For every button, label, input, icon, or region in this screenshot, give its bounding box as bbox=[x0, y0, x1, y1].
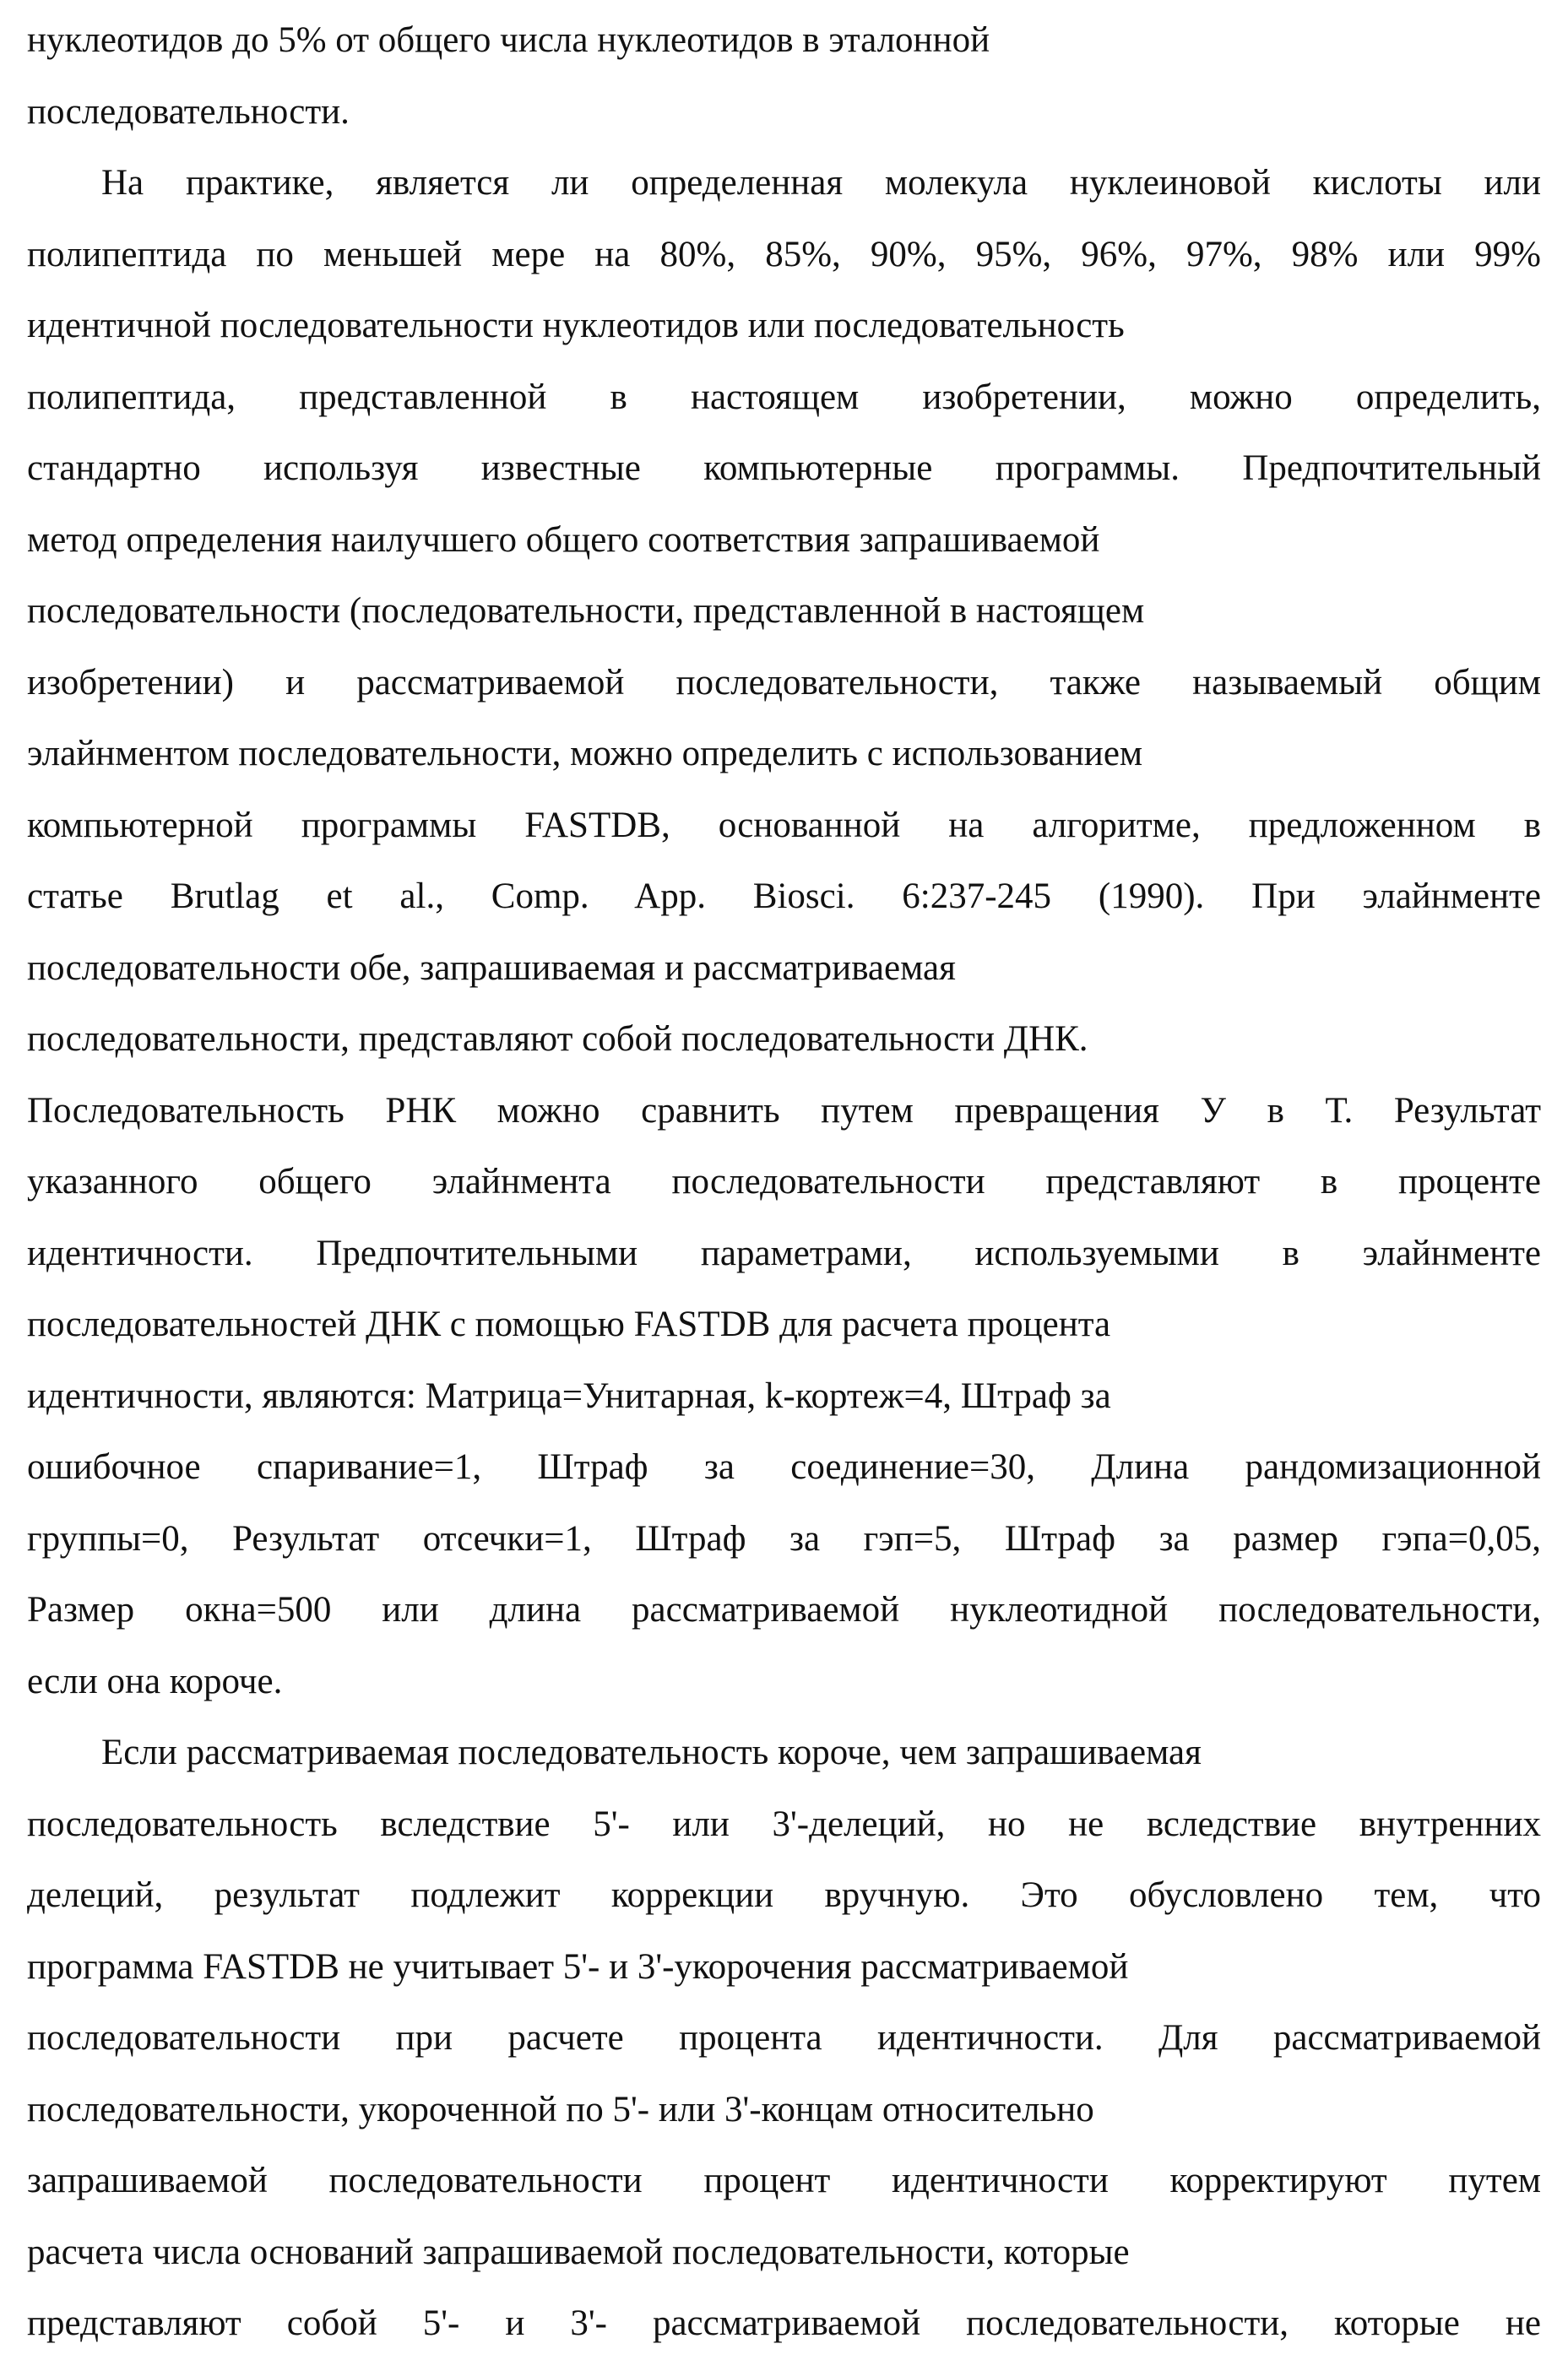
text-line: полипептида, представленной в настоящем изобретении, можно определить, bbox=[27, 362, 1541, 434]
text-line: представляют собой 5'- и 3'- рассматриваемой последовательности, которые не bbox=[27, 2288, 1541, 2360]
text-line: Размер окна=500 или длина рассматриваемой нуклеотидной последовательности, bbox=[27, 1575, 1541, 1647]
text-line: последовательности обе, запрашиваемая и рассматриваемая bbox=[27, 933, 1541, 1005]
text-line: последовательности. bbox=[27, 77, 1541, 149]
text-line: если она короче. bbox=[27, 1647, 1541, 1718]
text-line: программа FASTDB не учитывает 5'- и 3'-укорочения рассматриваемой bbox=[27, 1932, 1541, 2004]
text-line: нуклеотидов до 5% от общего числа нуклеотидов в эталонной bbox=[27, 5, 1541, 77]
text-line: Последовательность РНК можно сравнить путем превращения У в Т. Результат bbox=[27, 1076, 1541, 1147]
text-line: последовательностей ДНК с помощью FASTDB для расчета процента bbox=[27, 1289, 1541, 1361]
text-line: последовательности (последовательности, представленной в настоящем bbox=[27, 576, 1541, 648]
text-line: расчета числа оснований запрашиваемой последовательности, которые bbox=[27, 2217, 1541, 2289]
text-line: последовательности при расчете процента идентичности. Для рассматриваемой bbox=[27, 2003, 1541, 2075]
text-line: последовательности, укороченной по 5'- или 3'-концам относительно bbox=[27, 2075, 1541, 2146]
text-line: делеций, результат подлежит коррекции вручную. Это обусловлено тем, что bbox=[27, 1860, 1541, 1932]
text-line: метод определения наилучшего общего соответствия запрашиваемой bbox=[27, 505, 1541, 577]
text-line: последовательности, представляют собой последовательности ДНК. bbox=[27, 1004, 1541, 1076]
text-line: группы=0, Результат отсечки=1, Штраф за гэп=5, Штраф за размер гэпа=0,05, bbox=[27, 1504, 1541, 1576]
text-line: идентичности. Предпочтительными параметрами, используемыми в элайнменте bbox=[27, 1218, 1541, 1290]
text-line: статье Brutlag et al., Comp. App. Biosci. 6:237-245 (1990). При элайнменте bbox=[27, 861, 1541, 933]
text-line: Если рассматриваемая последовательность короче, чем запрашиваемая bbox=[27, 1717, 1541, 1789]
text-line: полипептида по меньшей мере на 80%, 85%, 90%, 95%, 96%, 97%, 98% или 99% bbox=[27, 220, 1541, 291]
text-line: изобретении) и рассматриваемой последовательности, также называемый общим bbox=[27, 648, 1541, 719]
text-line: идентичности, являются: Матрица=Унитарная, k-кортеж=4, Штраф за bbox=[27, 1361, 1541, 1433]
text-line: компьютерной программы FASTDB, основанной на алгоритме, предложенном в bbox=[27, 790, 1541, 862]
text-line: запрашиваемой последовательности процент идентичности корректируют путем bbox=[27, 2146, 1541, 2217]
text-line: На практике, является ли определенная молекула нуклеиновой кислоты или bbox=[27, 148, 1541, 220]
text-line: ошибочное спаривание=1, Штраф за соединение=30, Длина рандомизационной bbox=[27, 1432, 1541, 1504]
document-page bbox=[27, 5, 1541, 2360]
text-line: указанного общего элайнмента последовательности представляют в проценте bbox=[27, 1147, 1541, 1218]
text-line: элайнментом последовательности, можно определить с использованием bbox=[27, 719, 1541, 790]
text-line: стандартно используя известные компьютерные программы. Предпочтительный bbox=[27, 433, 1541, 505]
text-line: идентичной последовательности нуклеотидов или последовательность bbox=[27, 290, 1541, 362]
text-line: последовательность вследствие 5'- или 3'-делеций, но не вследствие внутренних bbox=[27, 1789, 1541, 1861]
